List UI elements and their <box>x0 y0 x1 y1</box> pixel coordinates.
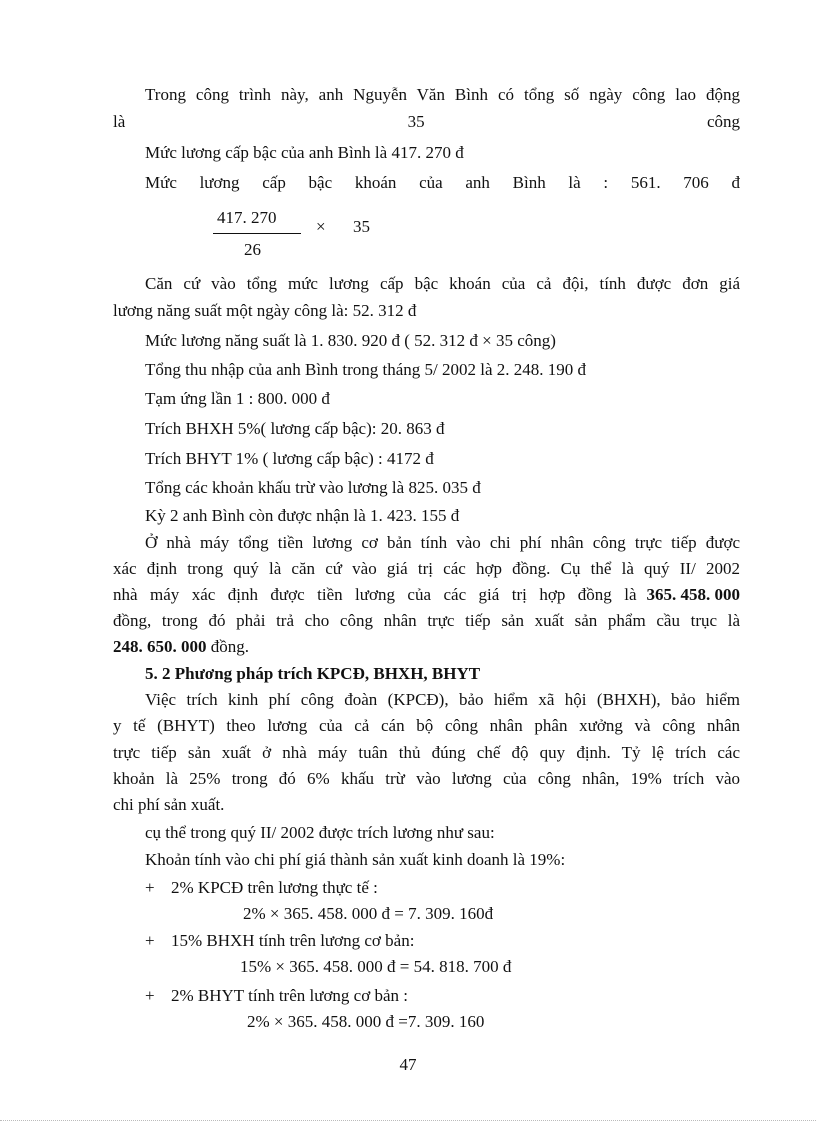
contract-total-amount: 365. 458. 000 <box>646 585 740 604</box>
word-la: là <box>113 112 126 131</box>
para-3-line-2: xác định trong quý là căn cứ vào giá trị các hợp đồng. Cụ thể là quý II/ 2002 <box>113 559 740 578</box>
formula-numerator: 417. 270 <box>217 208 277 227</box>
word-35: 35 <box>407 112 425 131</box>
para-3-line-3 <box>113 584 740 606</box>
item-line: Kỳ 2 anh Bình còn được nhận là 1. 423. 155 đ <box>145 506 460 525</box>
bullet-calc: 15% × 365. 458. 000 đ = 54. 818. 700 đ <box>240 957 512 976</box>
footer-rule <box>0 1120 816 1121</box>
bullet-plus: + <box>145 931 155 950</box>
word-cong: công <box>706 112 740 131</box>
para-3-line-5-tail: đồng. <box>206 637 249 656</box>
para-4-line-2: y tế (BHYT) theo lương của cả cán bộ công nhân phân xưởng và công nhân <box>113 716 740 735</box>
bullet-calc: 2% × 365. 458. 000 đ =7. 309. 160 <box>247 1012 485 1031</box>
para-3-line-3-text: nhà máy xác định được tiền lương của các giá trị hợp đồng là <box>113 585 637 604</box>
item-line: Trích BHYT 1% ( lương cấp bậc) : 4172 đ <box>145 449 434 468</box>
section-heading: 5. 2 Phương pháp trích KPCĐ, BHXH, BHYT <box>145 664 481 683</box>
para-2-line-1: Căn cứ vào tổng mức lương cấp bậc khoán của cả đội, tính được đơn giá <box>145 274 740 293</box>
para-4-line-4: khoản là 25% trong đó 6% khấu trừ vào lương của công nhân, 19% trích vào <box>113 769 740 788</box>
formula-times: × <box>316 217 326 236</box>
bullet-plus: + <box>145 878 155 897</box>
para-1-line-2 <box>113 111 740 133</box>
quarter-line: cụ thể trong quý II/ 2002 được trích lương như sau: <box>145 823 495 842</box>
item-line: Tổng các khoản khấu trừ vào lương là 825. 035 đ <box>145 478 481 497</box>
para-4-line-1: Việc trích kinh phí công đoàn (KPCĐ), bảo hiểm xã hội (BHXH), bảo hiểm <box>145 690 740 709</box>
bullet-label: 2% KPCĐ trên lương thực tế : <box>171 878 378 897</box>
para-3-line-4: đồng, trong đó phải trả cho công nhân trực tiếp sản xuất sản phẩm cầu trục là <box>113 611 740 630</box>
fraction-bar <box>213 233 301 234</box>
bullet-plus: + <box>145 986 155 1005</box>
para-4-line-3: trực tiếp sản xuất ở nhà máy tuân thủ đúng chế độ quy định. Tỷ lệ trích các <box>113 743 740 762</box>
item-line: Tổng thu nhập của anh Bình trong tháng 5/ 2002 là 2. 248. 190 đ <box>145 360 586 379</box>
item-line: Trích BHXH 5%( lương cấp bậc): 20. 863 đ <box>145 419 445 438</box>
formula-denominator: 26 <box>244 240 261 259</box>
bullet-label: 2% BHYT tính trên lương cơ bản : <box>171 986 408 1005</box>
salary-contract-line: Mức lương cấp bậc khoán của anh Bình là : 561. 706 đ <box>145 173 740 192</box>
para-3-line-5 <box>113 636 249 658</box>
direct-labor-amount: 248. 650. 000 <box>113 637 207 656</box>
formula-multiplier: 35 <box>353 217 370 236</box>
bullet-label: 15% BHXH tính trên lương cơ bản: <box>171 931 415 950</box>
salary-grade-line: Mức lương cấp bậc của anh Bình là 417. 270 đ <box>145 143 464 162</box>
item-line: Mức lương năng suất là 1. 830. 920 đ ( 52. 312 đ × 35 công) <box>145 331 556 350</box>
page-number: 47 <box>399 1055 417 1074</box>
para-2-line-2: lương năng suất một ngày công là: 52. 312 đ <box>113 301 417 320</box>
bullet-calc: 2% × 365. 458. 000 đ = 7. 309. 160đ <box>243 904 494 923</box>
para-1-line-1: Trong công trình này, anh Nguyễn Văn Bình có tổng số ngày công lao động <box>145 85 740 104</box>
cost-line: Khoản tính vào chi phí giá thành sản xuất kinh doanh là 19%: <box>145 850 566 869</box>
para-3-line-1: Ở nhà máy tổng tiền lương cơ bản tính vào chi phí nhân công trực tiếp được <box>145 533 740 552</box>
para-4-line-5: chi phí sản xuất. <box>113 795 225 814</box>
item-line: Tạm ứng lần 1 : 800. 000 đ <box>145 389 330 408</box>
